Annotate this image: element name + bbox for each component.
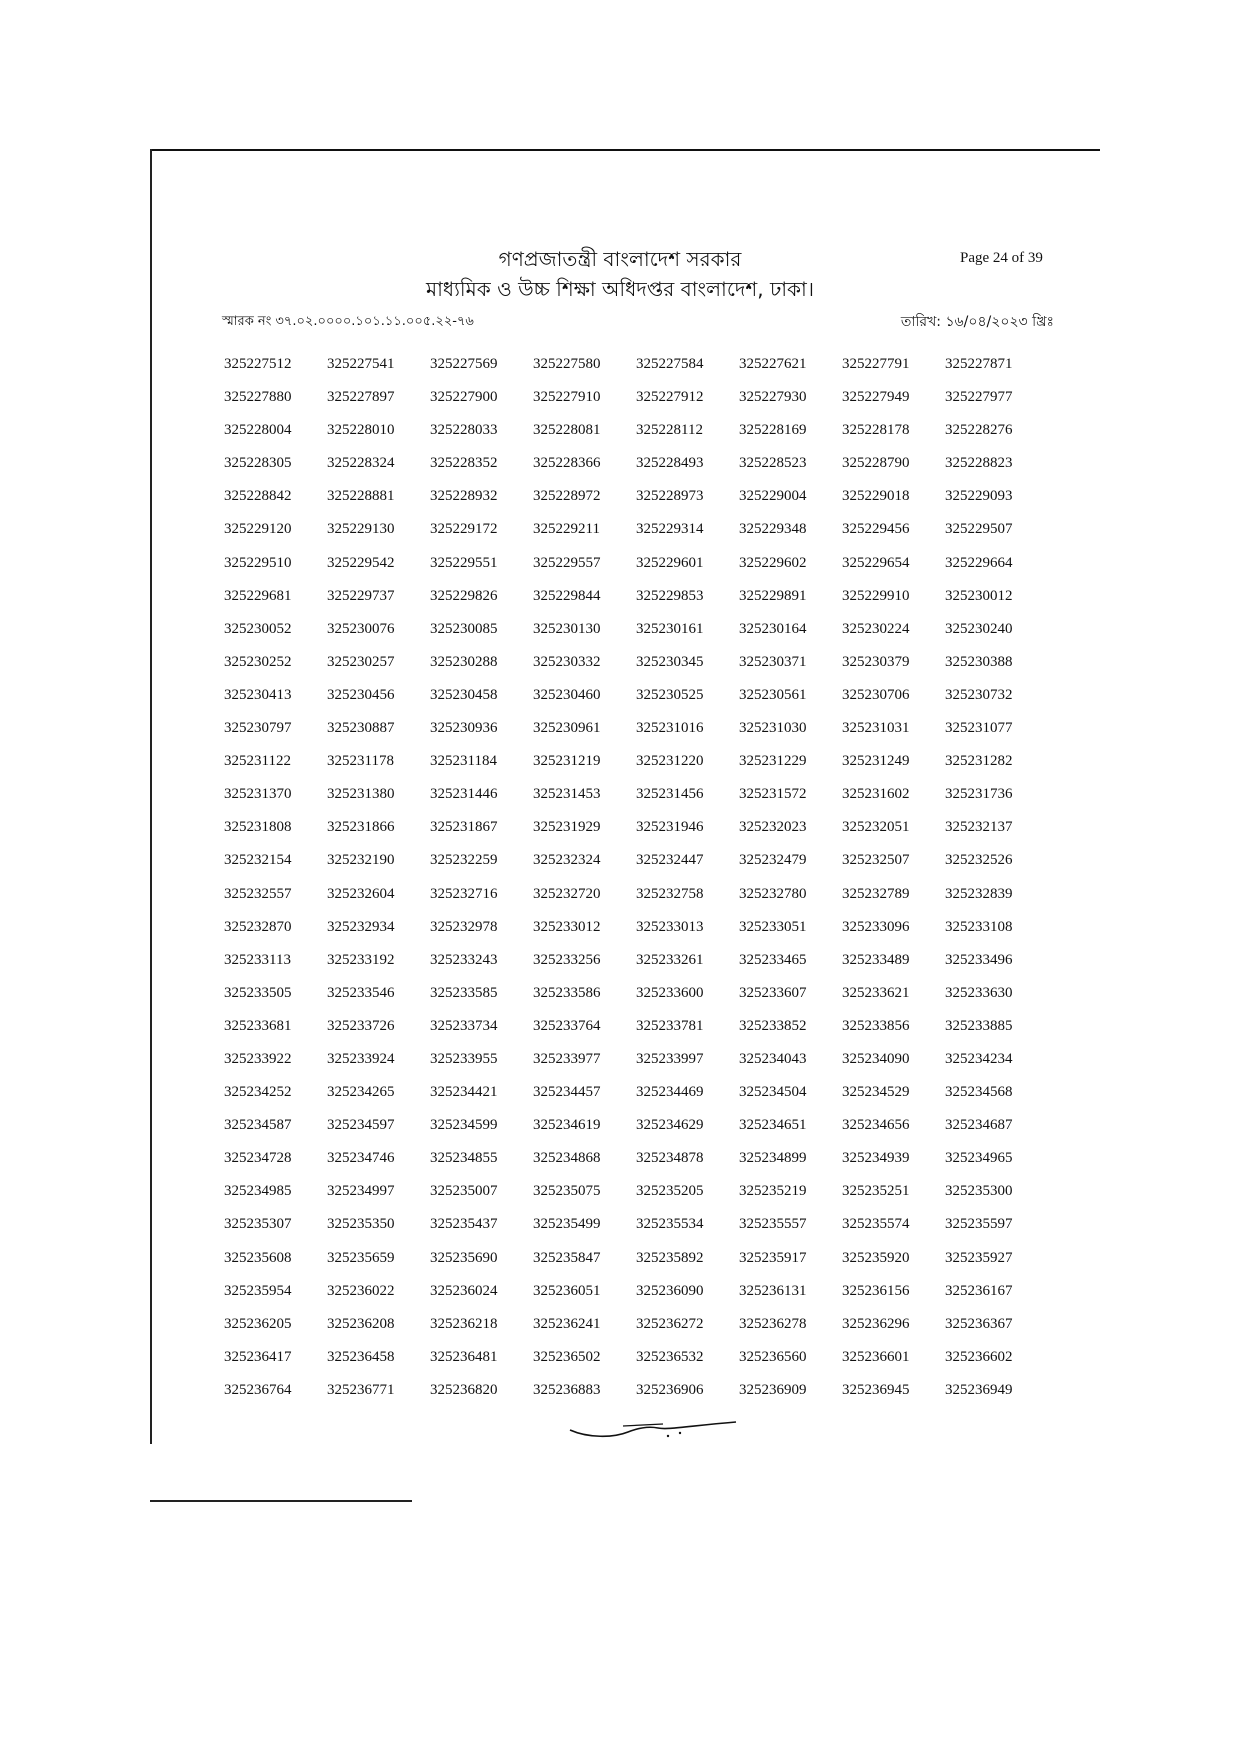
roll-number-cell: 325233465 [739, 951, 807, 968]
roll-number-cell: 325236051 [533, 1282, 601, 1299]
roll-number-cell: 325227791 [842, 356, 910, 372]
roll-number-cell: 325230887 [327, 720, 395, 737]
roll-number-cell: 325235307 [224, 1216, 292, 1233]
roll-number-cell: 325236296 [842, 1315, 910, 1332]
roll-number-cell: 325234687 [945, 1117, 1013, 1134]
roll-number-cell: 325233681 [224, 1017, 292, 1034]
roll-number-cell: 325229211 [533, 521, 600, 538]
roll-number-cell: 325233192 [327, 951, 395, 968]
roll-number-cell: 325234252 [224, 1084, 292, 1101]
roll-number-cell: 325229120 [224, 521, 292, 538]
roll-number-cell: 325234728 [224, 1150, 292, 1167]
roll-number-cell: 325236090 [636, 1282, 704, 1299]
govt-title: গণপ্রজাতন্ত্রী বাংলাদেশ সরকার [498, 247, 742, 271]
roll-number-cell: 325228324 [327, 455, 395, 472]
roll-number-cell: 325233243 [430, 951, 498, 968]
roll-number-cell: 325231219 [533, 753, 601, 770]
roll-number-cell: 325235597 [945, 1216, 1013, 1233]
roll-number-cell: 325236602 [945, 1348, 1013, 1365]
roll-number-cell: 325235205 [636, 1183, 704, 1200]
roll-number-cell: 325231122 [224, 753, 291, 770]
roll-number-cell: 325234421 [430, 1084, 498, 1101]
roll-number-cell: 325233261 [636, 951, 704, 968]
roll-number-cell: 325230052 [224, 620, 292, 637]
roll-number-cell: 325229601 [636, 554, 704, 571]
roll-number-cell: 325227910 [533, 389, 601, 406]
roll-number-cell: 325231736 [945, 786, 1013, 803]
roll-number-cell: 325235659 [327, 1249, 395, 1266]
roll-number-cell: 325228523 [739, 455, 807, 472]
roll-number-cell: 325236218 [430, 1315, 498, 1332]
roll-number-cell: 325233586 [533, 984, 601, 1001]
roll-number-cell: 325231031 [842, 720, 910, 737]
roll-number-cell: 325228178 [842, 422, 910, 439]
roll-number-cell: 325232259 [430, 852, 498, 869]
roll-number-cell: 325236167 [945, 1282, 1013, 1299]
roll-number-cell: 325231077 [945, 720, 1013, 737]
roll-number-cell: 325229510 [224, 554, 292, 571]
roll-number-cell: 325236205 [224, 1315, 292, 1332]
roll-number-cell: 325232137 [945, 819, 1013, 836]
roll-number-cell: 325230388 [945, 653, 1013, 670]
roll-number-cell: 325236820 [430, 1381, 498, 1398]
roll-number-cell: 325229910 [842, 587, 910, 604]
roll-number-cell: 325228305 [224, 455, 292, 472]
roll-number-cell: 325229093 [945, 488, 1013, 505]
roll-number-cell: 325229314 [636, 521, 704, 538]
roll-number-cell: 325231867 [430, 819, 498, 836]
roll-number-cell: 325236417 [224, 1348, 292, 1365]
roll-number-cell: 325228932 [430, 488, 498, 505]
roll-number-cell: 325235499 [533, 1216, 601, 1233]
roll-number-cell: 325233012 [533, 918, 601, 935]
roll-number-cell: 325234899 [739, 1150, 807, 1167]
roll-number-cell: 325236909 [739, 1381, 807, 1398]
roll-number-cell: 325231016 [636, 720, 704, 737]
roll-number-cell: 325232023 [739, 819, 807, 836]
roll-number-cell: 325234651 [739, 1117, 807, 1134]
roll-number-cell: 325233108 [945, 918, 1013, 935]
roll-number-cell: 325228004 [224, 422, 292, 439]
roll-number-cell: 325230525 [636, 686, 704, 703]
roll-number-cell: 325236560 [739, 1348, 807, 1365]
roll-number-cell: 325233924 [327, 1050, 395, 1067]
roll-number-cell: 325228881 [327, 488, 395, 505]
roll-number-cell: 325232780 [739, 885, 807, 902]
roll-number-cell: 325232716 [430, 885, 498, 902]
roll-number-cell: 325227900 [430, 389, 498, 406]
roll-number-cell: 325228493 [636, 455, 704, 472]
roll-number-cell: 325228033 [430, 422, 498, 439]
roll-number-cell: 325230257 [327, 653, 395, 670]
roll-number-cell: 325227880 [224, 389, 292, 406]
roll-number-cell: 325229456 [842, 521, 910, 538]
roll-number-cell: 325234599 [430, 1117, 498, 1134]
roll-number-cell: 325231030 [739, 720, 807, 737]
roll-number-cell: 325236532 [636, 1348, 704, 1365]
roll-number-cell: 325235917 [739, 1249, 807, 1266]
roll-number-cell: 325231282 [945, 753, 1013, 770]
roll-number-cell: 325231572 [739, 786, 807, 803]
roll-number-cell: 325230561 [739, 686, 807, 703]
roll-number-cell: 325229602 [739, 554, 807, 571]
roll-number-cell: 325233726 [327, 1017, 395, 1034]
roll-number-cell: 325232154 [224, 852, 292, 869]
roll-number-cell: 325231866 [327, 819, 395, 836]
roll-number-cell: 325227584 [636, 356, 704, 372]
frame-top-border [150, 149, 1100, 151]
roll-number-cell: 325231808 [224, 819, 292, 836]
roll-number-cell: 325227977 [945, 389, 1013, 406]
roll-number-cell: 325236131 [739, 1282, 807, 1299]
roll-number-cell: 325233885 [945, 1017, 1013, 1034]
roll-number-cell: 325232978 [430, 918, 498, 935]
roll-number-cell: 325235920 [842, 1249, 910, 1266]
roll-number-cell: 325234878 [636, 1150, 704, 1167]
roll-number-cell: 325229826 [430, 587, 498, 604]
roll-number-cell: 325227621 [739, 356, 807, 372]
roll-number-cell: 325233505 [224, 984, 292, 1001]
roll-number-cell: 325235892 [636, 1249, 704, 1266]
roll-number-cell: 325229664 [945, 554, 1013, 571]
roll-number-cell: 325228972 [533, 488, 601, 505]
roll-number-cell: 325233852 [739, 1017, 807, 1034]
roll-number-cell: 325228276 [945, 422, 1013, 439]
roll-number-cell: 325233734 [430, 1017, 498, 1034]
roll-number-cell: 325230379 [842, 653, 910, 670]
roll-number-cell: 325234469 [636, 1084, 704, 1101]
directorate-title: মাধ্যমিক ও উচ্চ শিক্ষা অধিদপ্তর বাংলাদেশ, ঢাকা। [425, 277, 814, 301]
roll-number-cell: 325230012 [945, 587, 1013, 604]
roll-number-cell: 325233496 [945, 951, 1013, 968]
roll-number-cell: 325232051 [842, 819, 910, 836]
roll-number-cell: 325236208 [327, 1315, 395, 1332]
roll-number-cell: 325233013 [636, 918, 704, 935]
roll-number-cell: 325231446 [430, 786, 498, 803]
roll-number-cell: 325230460 [533, 686, 601, 703]
roll-number-cell: 325233997 [636, 1050, 704, 1067]
roll-number-cell: 325230458 [430, 686, 498, 703]
roll-number-cell: 325230706 [842, 686, 910, 703]
roll-number-cell: 325234997 [327, 1183, 395, 1200]
roll-number-cell: 325230164 [739, 620, 807, 637]
roll-number-cell: 325236156 [842, 1282, 910, 1299]
roll-number-cell: 325227512 [224, 356, 292, 372]
roll-number-cell: 325234568 [945, 1084, 1013, 1101]
roll-number-cell: 325230240 [945, 620, 1013, 637]
roll-number-cell: 325232526 [945, 852, 1013, 869]
roll-number-cell: 325236458 [327, 1348, 395, 1365]
bottom-rule [150, 1500, 412, 1502]
roll-number-cell: 325236601 [842, 1348, 910, 1365]
roll-number-cell: 325233113 [224, 951, 291, 968]
roll-number-cell: 325228842 [224, 488, 292, 505]
roll-number-cell: 325230413 [224, 686, 292, 703]
roll-number-cell: 325229844 [533, 587, 601, 604]
roll-number-cell: 325233546 [327, 984, 395, 1001]
roll-number-cell: 325235251 [842, 1183, 910, 1200]
roll-number-cell: 325227912 [636, 389, 704, 406]
roll-number-cell: 325227541 [327, 356, 395, 372]
roll-number-cell: 325232190 [327, 852, 395, 869]
roll-number-cell: 325236024 [430, 1282, 498, 1299]
roll-number-cell: 325230797 [224, 720, 292, 737]
roll-number-cell: 325235557 [739, 1216, 807, 1233]
roll-number-cell: 325235608 [224, 1249, 292, 1266]
roll-number-cell: 325233764 [533, 1017, 601, 1034]
roll-number-cell: 325229853 [636, 587, 704, 604]
roll-number-cell: 325229891 [739, 587, 807, 604]
roll-number-cell: 325234090 [842, 1050, 910, 1067]
roll-number-cell: 325236945 [842, 1381, 910, 1398]
roll-number-cell: 325227580 [533, 356, 601, 372]
roll-number-cell: 325230345 [636, 653, 704, 670]
roll-number-cell: 325234855 [430, 1150, 498, 1167]
roll-number-cell: 325234457 [533, 1084, 601, 1101]
roll-number-cell: 325236278 [739, 1315, 807, 1332]
roll-number-cell: 325235219 [739, 1183, 807, 1200]
roll-number-cell: 325233096 [842, 918, 910, 935]
roll-number-cell: 325232839 [945, 885, 1013, 902]
document-header [0, 244, 1240, 304]
roll-number-cell: 325233051 [739, 918, 807, 935]
roll-number-cell: 325231229 [739, 753, 807, 770]
roll-number-cell: 325228112 [636, 422, 703, 439]
roll-number-cell: 325227569 [430, 356, 498, 372]
roll-number-cell: 325234629 [636, 1117, 704, 1134]
roll-number-cell: 325234529 [842, 1084, 910, 1101]
document-date: তারিখ: ১৬/০৪/২০২৩ খ্রিঃ [900, 314, 1054, 330]
roll-number-cell: 325233977 [533, 1050, 601, 1067]
roll-number-cell: 325235690 [430, 1249, 498, 1266]
roll-number-cell: 325234265 [327, 1084, 395, 1101]
roll-number-cell: 325235437 [430, 1216, 498, 1233]
roll-number-cell: 325232479 [739, 852, 807, 869]
roll-number-cell: 325235847 [533, 1249, 601, 1266]
roll-number-cell: 325234965 [945, 1150, 1013, 1167]
roll-number-cell: 325233600 [636, 984, 704, 1001]
roll-number-cell: 325234597 [327, 1117, 395, 1134]
roll-number-cell: 325230224 [842, 620, 910, 637]
frame-left-border [150, 149, 152, 1444]
roll-number-cell: 325230288 [430, 653, 498, 670]
roll-number-cell: 325229348 [739, 521, 807, 538]
roll-number-cell: 325233922 [224, 1050, 292, 1067]
roll-number-cell: 325236367 [945, 1315, 1013, 1332]
roll-number-cell: 325236022 [327, 1282, 395, 1299]
roll-number-cell: 325229542 [327, 554, 395, 571]
roll-number-cell: 325228790 [842, 455, 910, 472]
roll-number-cell: 325234587 [224, 1117, 292, 1134]
signature [568, 1418, 738, 1448]
roll-number-cell: 325231929 [533, 819, 601, 836]
roll-number-cell: 325231184 [430, 753, 497, 770]
roll-number-cell: 325236949 [945, 1381, 1013, 1398]
roll-number-cell: 325232720 [533, 885, 601, 902]
roll-number-cell: 325227930 [739, 389, 807, 406]
roll-number-cell: 325231946 [636, 819, 704, 836]
roll-number-cell: 325230076 [327, 620, 395, 637]
roll-number-cell: 325231602 [842, 786, 910, 803]
page-number: Page 24 of 39 [960, 250, 1043, 266]
roll-number-cell: 325232447 [636, 852, 704, 869]
roll-number-cell: 325236883 [533, 1381, 601, 1398]
roll-number-cell: 325229654 [842, 554, 910, 571]
roll-number-cell: 325233256 [533, 951, 601, 968]
roll-number-cell: 325230732 [945, 686, 1013, 703]
roll-number-cell: 325229004 [739, 488, 807, 505]
roll-number-cell: 325236481 [430, 1348, 498, 1365]
roll-number-cell: 325232870 [224, 918, 292, 935]
roll-number-cell: 325234234 [945, 1050, 1013, 1067]
roll-number-cell: 325233630 [945, 984, 1013, 1001]
roll-number-cell: 325235954 [224, 1282, 292, 1299]
roll-number-cell: 325229557 [533, 554, 601, 571]
roll-number-cell: 325230085 [430, 620, 498, 637]
roll-number-cell: 325229551 [430, 554, 498, 571]
roll-number-cell: 325230130 [533, 620, 601, 637]
roll-number-cell: 325235574 [842, 1216, 910, 1233]
roll-number-cell: 325236906 [636, 1381, 704, 1398]
roll-number-cell: 325232934 [327, 918, 395, 935]
roll-number-cell: 325228010 [327, 422, 395, 439]
roll-number-cell: 325235927 [945, 1249, 1013, 1266]
roll-number-cell: 325228973 [636, 488, 704, 505]
roll-number-cell: 325229130 [327, 521, 395, 538]
roll-number-cell: 325229018 [842, 488, 910, 505]
roll-number-cell: 325231220 [636, 753, 704, 770]
roll-number-cell: 325234985 [224, 1183, 292, 1200]
roll-number-cell: 325230332 [533, 653, 601, 670]
roll-number-cell: 325230961 [533, 720, 601, 737]
roll-number-cell: 325235007 [430, 1183, 498, 1200]
roll-number-cell: 325230936 [430, 720, 498, 737]
roll-number-cell: 325236502 [533, 1348, 601, 1365]
roll-number-grid [224, 356, 1048, 1415]
roll-number-cell: 325235300 [945, 1183, 1013, 1200]
roll-number-cell: 325234656 [842, 1117, 910, 1134]
roll-number-cell: 325231453 [533, 786, 601, 803]
roll-number-cell: 325234868 [533, 1150, 601, 1167]
roll-number-cell: 325234939 [842, 1150, 910, 1167]
roll-number-cell: 325233585 [430, 984, 498, 1001]
roll-number-cell: 325233621 [842, 984, 910, 1001]
roll-number-cell: 325231456 [636, 786, 704, 803]
roll-number-cell: 325230252 [224, 653, 292, 670]
roll-number-cell: 325233856 [842, 1017, 910, 1034]
roll-number-cell: 325232507 [842, 852, 910, 869]
roll-number-cell: 325231380 [327, 786, 395, 803]
roll-number-cell: 325236272 [636, 1315, 704, 1332]
roll-number-cell: 325231370 [224, 786, 292, 803]
roll-number-cell: 325232557 [224, 885, 292, 902]
roll-number-cell: 325233781 [636, 1017, 704, 1034]
roll-number-cell: 325232758 [636, 885, 704, 902]
roll-number-cell: 325228823 [945, 455, 1013, 472]
roll-number-cell: 325229737 [327, 587, 395, 604]
roll-number-cell: 325230371 [739, 653, 807, 670]
roll-number-cell: 325232324 [533, 852, 601, 869]
roll-number-cell: 325235350 [327, 1216, 395, 1233]
roll-number-cell: 325228081 [533, 422, 601, 439]
roll-number-cell: 325227897 [327, 389, 395, 406]
roll-number-cell: 325228366 [533, 455, 601, 472]
roll-number-cell: 325228352 [430, 455, 498, 472]
roll-number-cell: 325235075 [533, 1183, 601, 1200]
roll-number-cell: 325234043 [739, 1050, 807, 1067]
roll-number-cell: 325230161 [636, 620, 704, 637]
roll-number-cell: 325233955 [430, 1050, 498, 1067]
roll-number-cell: 325234619 [533, 1117, 601, 1134]
roll-number-cell: 325236241 [533, 1315, 601, 1332]
roll-number-cell: 325232789 [842, 885, 910, 902]
roll-number-cell: 325229172 [430, 521, 498, 538]
roll-number-cell: 325234504 [739, 1084, 807, 1101]
roll-number-cell: 325233607 [739, 984, 807, 1001]
roll-number-cell: 325227949 [842, 389, 910, 406]
roll-number-cell: 325233489 [842, 951, 910, 968]
roll-number-cell: 325229681 [224, 587, 292, 604]
roll-number-cell: 325232604 [327, 885, 395, 902]
roll-number-cell: 325231249 [842, 753, 910, 770]
roll-number-cell: 325229507 [945, 521, 1013, 538]
roll-number-cell: 325234746 [327, 1150, 395, 1167]
roll-number-cell: 325227871 [945, 356, 1013, 372]
roll-number-cell: 325235534 [636, 1216, 704, 1233]
roll-number-cell: 325231178 [327, 753, 394, 770]
roll-number-cell: 325236771 [327, 1381, 395, 1398]
roll-number-cell: 325230456 [327, 686, 395, 703]
roll-number-cell: 325228169 [739, 422, 807, 439]
memo-number: স্মারক নং ৩৭.০২.০০০০.১০১.১১.০০৫.২২-৭৬ [222, 314, 474, 329]
roll-number-cell: 325236764 [224, 1381, 292, 1398]
